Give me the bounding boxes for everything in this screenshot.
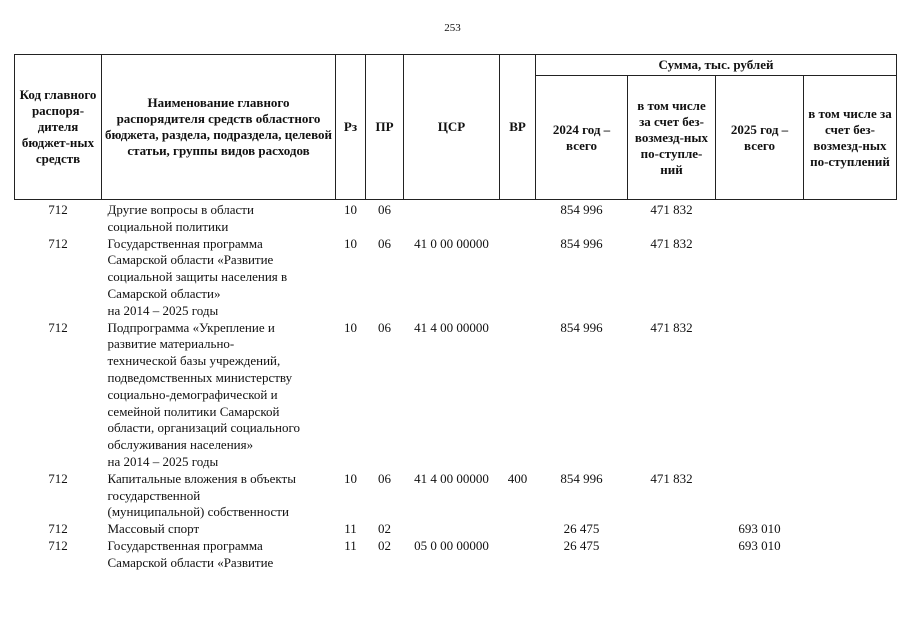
cell-2024-total: 854 996 — [560, 235, 603, 251]
cell-2024-grants — [628, 521, 716, 538]
name-line: Другие вопросы в области — [107, 202, 254, 217]
cell-vr — [500, 521, 536, 538]
name-line: социально-демографической и — [107, 386, 278, 402]
cell-name — [102, 538, 336, 572]
header-2024-grants: в том числе за счет без-возмезд-ных по-ступле-ний — [628, 76, 716, 200]
cell-2024-total: 854 996 — [560, 202, 603, 217]
table-row — [15, 320, 897, 471]
name-line: обслуживания населения» — [107, 437, 254, 453]
name-line: семейной политики Самарской — [107, 403, 280, 419]
cell-csr — [404, 521, 500, 538]
table-row — [15, 538, 897, 572]
cell-2025-total — [716, 320, 804, 471]
cell-rz: 10 — [344, 202, 357, 217]
name-line: государственной — [107, 487, 201, 503]
header-2024-total: 2024 год – всего — [536, 76, 628, 200]
header-name: Наименование главного распорядителя средств областного бюджета, раздела, подраздела, целевой статьи, группы видов расходов — [102, 55, 336, 200]
name-line: Подпрограмма «Укрепление и — [107, 319, 275, 335]
cell-2025-grants — [804, 521, 897, 538]
cell-rz: 10 — [344, 470, 357, 486]
header-pr: ПР — [366, 55, 404, 200]
cell-name — [102, 521, 336, 538]
name-line: подведомственных министерству — [107, 369, 293, 385]
cell-name — [102, 471, 336, 521]
name-line: Самарской области «Развитие — [107, 252, 274, 268]
cell-vr — [500, 236, 536, 320]
cell-2025-grants — [804, 200, 897, 236]
cell-2024-grants: 471 832 — [650, 202, 693, 217]
cell-rz: 10 — [344, 319, 357, 335]
cell-rz: 11 — [344, 537, 357, 553]
table-body — [15, 200, 897, 572]
cell-vr: 400 — [507, 470, 528, 486]
header-sum-group: Сумма, тыс. рублей — [536, 55, 897, 76]
table-row — [15, 200, 897, 236]
cell-2024-grants — [628, 538, 716, 572]
cell-2024-grants: 471 832 — [650, 235, 693, 251]
header-csr: ЦСР — [404, 55, 500, 200]
cell-pr: 06 — [378, 319, 391, 335]
cell-pr: 02 — [378, 521, 391, 537]
page-number: 253 — [444, 22, 461, 34]
cell-code: 712 — [48, 202, 68, 217]
cell-csr: 41 0 00 00000 — [414, 235, 489, 251]
cell-2025-total — [716, 236, 804, 320]
budget-table — [14, 54, 897, 572]
cell-2025-grants — [804, 236, 897, 320]
name-line: развитие материально- — [107, 336, 235, 352]
cell-vr — [500, 320, 536, 471]
cell-2025-total — [716, 200, 804, 236]
cell-vr — [500, 538, 536, 572]
cell-name — [102, 200, 336, 236]
cell-code: 712 — [48, 537, 68, 553]
cell-code: 712 — [48, 470, 68, 486]
name-line: технической базы учреждений, — [107, 353, 281, 369]
name-line: социальной защиты населения в — [107, 269, 288, 285]
cell-2025-total: 693 010 — [738, 537, 781, 553]
cell-2025-grants — [804, 320, 897, 471]
cell-2024-total: 854 996 — [560, 470, 603, 486]
cell-name — [102, 236, 336, 320]
name-line: социальной политики — [107, 218, 229, 234]
table-header — [15, 55, 897, 200]
cell-2025-total — [716, 471, 804, 521]
cell-rz: 10 — [344, 235, 357, 251]
cell-name — [102, 320, 336, 471]
cell-2025-grants — [804, 471, 897, 521]
header-rz: Рз — [336, 55, 366, 200]
cell-vr — [500, 200, 536, 236]
cell-2024-total: 26 475 — [563, 537, 600, 553]
name-line: области, организаций социального — [107, 420, 300, 436]
name-line: (муниципальной) собственности — [107, 504, 289, 520]
cell-2025-total: 693 010 — [738, 521, 781, 537]
cell-pr: 06 — [378, 235, 391, 251]
cell-rz: 11 — [344, 521, 357, 537]
cell-csr — [404, 200, 500, 236]
cell-csr: 41 4 00 00000 — [414, 470, 489, 486]
cell-code: 712 — [48, 235, 68, 251]
cell-csr: 05 0 00 00000 — [414, 537, 489, 553]
table-row — [15, 236, 897, 320]
name-line: Массовый спорт — [107, 521, 200, 537]
name-line: на 2014 – 2025 годы — [107, 453, 219, 469]
cell-2024-total: 854 996 — [560, 319, 603, 335]
cell-pr: 06 — [378, 202, 391, 217]
name-line: Самарской области» — [107, 285, 221, 301]
name-line: Самарской области «Развитие — [107, 554, 274, 570]
cell-2024-total: 26 475 — [563, 521, 600, 537]
cell-pr: 06 — [378, 470, 391, 486]
name-line: Государственная программа — [107, 235, 263, 251]
cell-2024-grants: 471 832 — [650, 319, 693, 335]
header-2025-total: 2025 год – всего — [716, 76, 804, 200]
name-line: Капитальные вложения в объекты — [107, 470, 296, 486]
cell-code: 712 — [48, 521, 68, 537]
header-2025-grants: в том числе за счет без-возмезд-ных по-ступлений — [804, 76, 897, 200]
cell-2024-grants: 471 832 — [650, 470, 693, 486]
name-line: Государственная программа — [107, 537, 263, 553]
table-row — [15, 521, 897, 538]
cell-code: 712 — [48, 319, 68, 335]
table-row — [15, 471, 897, 521]
cell-2025-grants — [804, 538, 897, 572]
cell-pr: 02 — [378, 537, 391, 553]
name-line: на 2014 – 2025 годы — [107, 302, 219, 318]
header-vr: ВР — [500, 55, 536, 200]
cell-csr: 41 4 00 00000 — [414, 319, 489, 335]
header-code: Код главного распоря-дителя бюджет-ных средств — [15, 55, 102, 200]
